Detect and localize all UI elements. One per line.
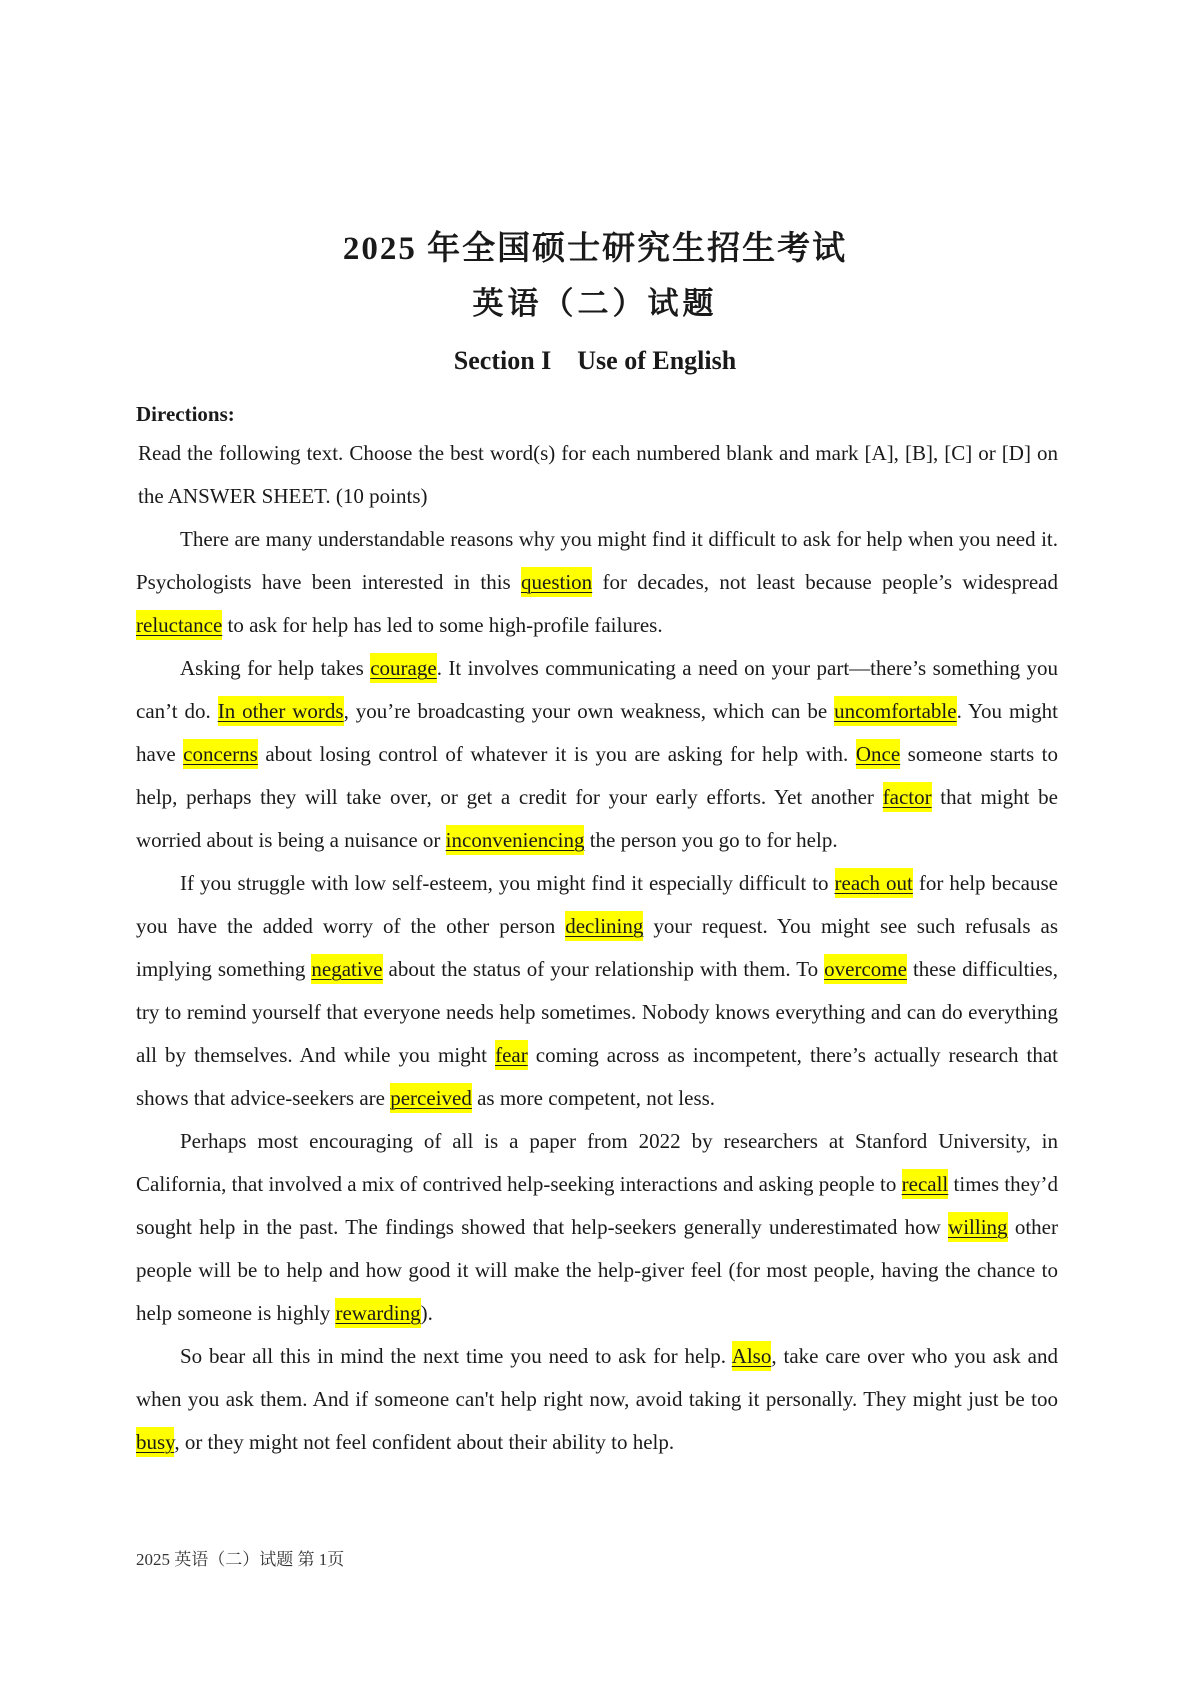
paragraph-text: the person you go to for help. [584,828,838,852]
highlighted-word: willing [948,1212,1008,1242]
paragraph-2 [136,647,1058,862]
paragraph-text: other people will be to help and how good it will make the help-giver feel (for most people, having the chance to help someone is highly [136,1215,1058,1325]
paragraph-text: Asking for help takes [180,656,371,680]
directions-label: Directions: [136,402,235,426]
paragraph-text: There are many understandable reasons why you might find it difficult to ask for help when you need it. Psychologists have been interested in this [136,527,1058,594]
paragraph-4 [136,1120,1058,1335]
paragraph-text: . You might have [136,699,1058,766]
highlighted-word: busy [136,1427,174,1457]
highlighted-word: reach out [835,868,913,898]
highlighted-word: inconveniencing [446,825,585,855]
highlighted-word: perceived [390,1083,472,1113]
paragraph-text: ). [420,1301,433,1325]
paragraph-text: your request. You might see such refusals as implying something [136,914,1059,981]
highlighted-word: concerns [183,739,258,769]
passage-body [136,432,1058,1464]
paragraph-text: that might be worried about is being a nuisance or [136,785,1058,852]
paragraph-text: for help because you have the added worry of the other person [136,871,1058,938]
paragraph-text: someone starts to help, perhaps they will take over, or get a credit for your early efforts. Yet another [136,742,1058,809]
paragraph-text: , take care over who you ask and when you ask them. And if someone can't help right now, avoid taking it personally. They might just be too [136,1344,1058,1411]
highlighted-word: In other words [218,696,344,726]
paragraph-text: , or they might not feel confident about their ability to help. [174,1430,675,1454]
paragraph-text: for decades, not least because people’s widespread [592,570,1058,594]
paragraph-text: these difficulties, try to remind yourself that everyone needs help sometimes. Nobody knows everything and can do everything all by themselves. And while you might [136,957,1058,1067]
paragraph-text: about losing control of whatever it is you are asking for help with. [257,742,856,766]
page-footer: 2025 英语（二）试题 第 1页 [136,1550,345,1569]
highlighted-word: fear [495,1040,528,1070]
paragraph-text: coming across as incompetent, there’s actually research that shows that advice-seekers are [136,1043,1059,1110]
highlighted-word: rewarding [335,1298,420,1328]
paragraph-text: If you struggle with low self-esteem, you might find it especially difficult to [180,871,835,895]
highlighted-word: overcome [824,954,907,984]
paragraph-5 [136,1335,1058,1464]
paragraph-3 [136,862,1058,1120]
highlighted-word: declining [565,911,643,941]
highlighted-word: reluctance [136,610,222,640]
section-heading: Section I Use of English [453,346,737,375]
highlighted-word: recall [902,1169,949,1199]
paragraph-text: , you’re broadcasting your own weakness, which can be [343,699,835,723]
highlighted-word: factor [883,782,932,812]
paragraph-text: to ask for help has led to some high-profile failures. [222,613,663,637]
paper-title: 英语（二）试题 [472,286,718,321]
paragraph-text: Perhaps most encouraging of all is a paper from 2022 by researchers at Stanford University, in California, that involved a mix of contrived help-seeking interactions and asking people to [136,1129,1058,1196]
paragraph-1 [136,518,1058,647]
highlighted-word: courage [370,653,436,683]
highlighted-word: Once [856,739,900,769]
paragraph-text: times they’d sought help in the past. The findings showed that help-seekers generally underestimated how [136,1172,1058,1239]
paragraph-text: So bear all this in mind the next time you need to ask for help. [180,1344,732,1368]
highlighted-word: uncomfortable [834,696,956,726]
highlighted-word: question [521,567,592,597]
paragraph-text: . It involves communicating a need on your part—there’s something you can’t do. [136,656,1059,723]
highlighted-word: Also [732,1341,772,1371]
highlighted-word: negative [311,954,382,984]
paragraph-text: about the status of your relationship with them. To [382,957,825,981]
directions-text: Read the following text. Choose the best word(s) for each numbered blank and mark [A], [B], [C] or [D] on the ANSWER SHEET. (10 points) [138,441,1058,508]
paragraph-text: as more competent, not less. [471,1086,716,1110]
exam-title: 2025 年全国硕士研究生招生考试 [342,231,848,267]
